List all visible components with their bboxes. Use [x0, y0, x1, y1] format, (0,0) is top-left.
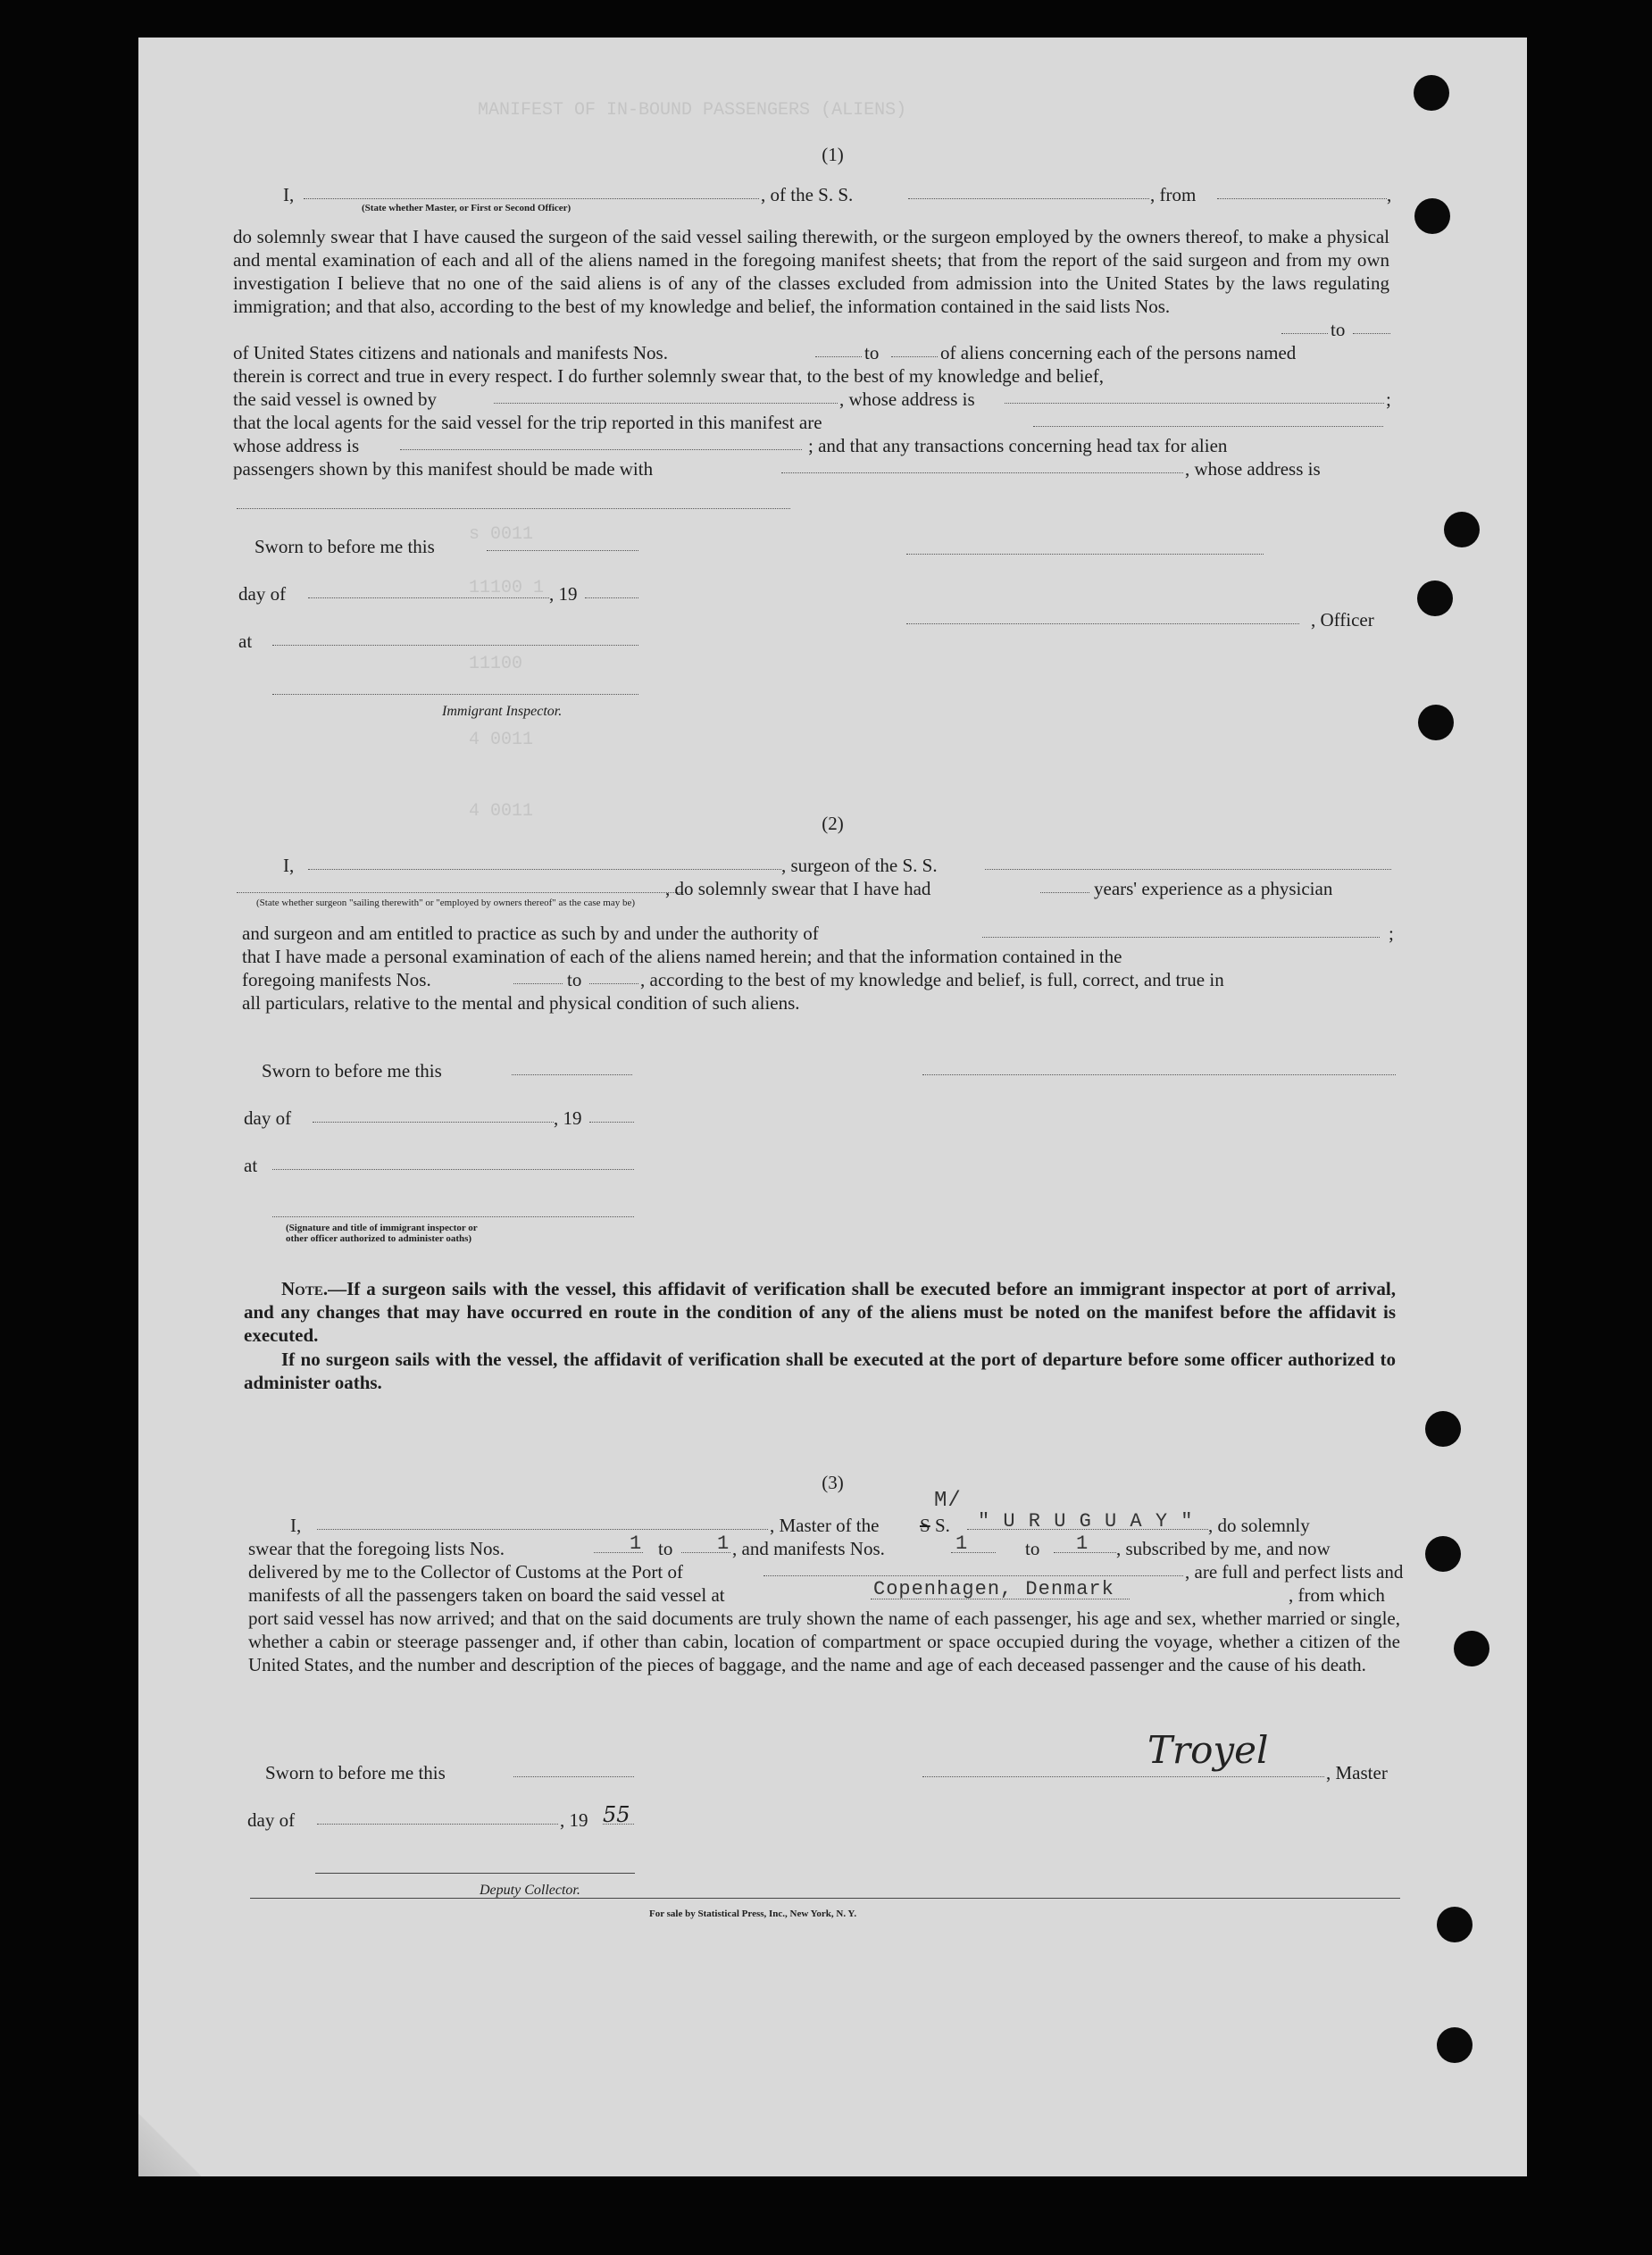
s3-master-label: , Master — [1326, 1762, 1388, 1783]
s3-to-label: to — [658, 1538, 673, 1559]
s1-day-blank — [308, 597, 549, 598]
s1-to-label-2: to — [864, 342, 880, 363]
s1-passengers-label: passengers shown by this manifest should be made with — [233, 458, 654, 480]
s3-master-signature-blank — [922, 1776, 1324, 1777]
binder-hole — [1414, 75, 1449, 111]
s1-address-blank-3 — [237, 508, 790, 509]
s1-owner-address-blank — [1005, 403, 1384, 404]
s1-manifest-to-blank — [891, 356, 938, 357]
s3-year-value: 55 — [603, 1802, 630, 1827]
s1-at-label: at — [238, 631, 253, 652]
note-text-1: —If a surgeon sails with the vessel, this affidavit of verification shall be executed before an immigrant inspector at port of arrival, and any changes that may have occurred en route in the condition of any of the aliens must be noted on the manifest before the affidavit is executed. — [244, 1278, 1396, 1346]
s1-paragraph: do solemnly swear that I have caused the surgeon of the said vessel sailing therewith, or the surgeon employed by the owners thereof, to make a physical and mental examination of each and all of the aliens named in the foregoing manifest sheets; that from the report of the said surgeon and from my own investigation I believe that no one of the said aliens is of any of the classes excluded from admission into the United States by the laws regulating immigration; and that also, according to the best of my knowledge and belief, the information contained in the said lists Nos. — [233, 226, 1389, 317]
s1-semicolon: ; — [1386, 388, 1391, 410]
s3-from-which-label: , from which — [1289, 1584, 1385, 1606]
s1-vessel-blank — [908, 198, 1149, 199]
s3-to-label-2: to — [1025, 1538, 1040, 1559]
s3-day-blank — [317, 1824, 558, 1825]
s1-I-label: I, — [283, 184, 295, 205]
s2-surgeon-caption: (State whether surgeon "sailing therewith" or "employed by owners thereof" as the case may be) — [256, 898, 636, 908]
s3-subscribed-label: , subscribed by me, and now — [1116, 1538, 1331, 1559]
s2-year-label: , 19 — [554, 1107, 582, 1129]
section-3-number: (3) — [822, 1472, 844, 1493]
s3-port-blank — [763, 1575, 1183, 1576]
s1-officer-caption: (State whether Master, or First or Second Officer) — [362, 203, 572, 213]
s1-from-blank — [1217, 198, 1387, 199]
s3-paragraph: port said vessel has now arrived; and that on the said documents are truly shown the name of each passenger, his age and sex, whether married or single, whether a cabin or steerage passenger and, if other than cabin, location of compartment or space occupied during the voyage, whether a citizen of the United States, and the number and description of the pieces of baggage, and the name and age of each deceased passenger and the cause of his death. — [248, 1608, 1400, 1675]
binder-hole — [1417, 580, 1453, 616]
s2-surgeon-name-blank — [308, 869, 781, 870]
s3-solemnly-label: , do solemnly — [1208, 1515, 1310, 1536]
s1-officer-blank — [906, 623, 1299, 624]
s1-of-ss-label: , of the S. S. — [761, 184, 854, 205]
note-heading: Note. — [281, 1278, 329, 1299]
s2-years-label: years' experience as a physician — [1094, 878, 1333, 899]
binder-hole — [1414, 198, 1450, 234]
s1-year-blank — [585, 597, 638, 598]
binder-hole — [1444, 512, 1480, 547]
s2-manifest-from-blank — [513, 983, 563, 984]
s1-officer-signature-blank — [906, 554, 1264, 555]
s2-authority-label: and surgeon and am entitled to practice as such by and under the authority of — [242, 923, 819, 944]
section-2-number: (2) — [822, 813, 844, 834]
s1-owner-blank — [494, 403, 838, 404]
s3-deputy-collector-blank — [315, 1873, 635, 1874]
s2-authority-blank — [982, 937, 1380, 938]
s1-officer-blank — [304, 198, 759, 199]
s1-agents-label: that the local agents for the said vessel for the trip reported in this manifest are — [233, 412, 822, 433]
s1-agent-address-blank — [400, 449, 802, 450]
s1-dayof-label: day of — [238, 583, 287, 605]
s1-agents-blank — [1033, 426, 1383, 427]
binder-hole — [1437, 1907, 1473, 1942]
s2-all-line: all particulars, relative to the mental and physical condition of such aliens. — [242, 992, 800, 1014]
s3-swear-label: swear that the foregoing lists Nos. — [248, 1538, 505, 1559]
s3-year-label: , 19 — [560, 1809, 588, 1831]
footer-publisher: For sale by Statistical Press, Inc., New York, N. Y. — [649, 1908, 857, 1919]
s1-at-blank — [272, 645, 638, 646]
s3-full-label: , are full and perfect lists and — [1185, 1561, 1404, 1583]
bleed-through-text: MANIFEST OF IN-BOUND PASSENGERS (ALIENS) — [478, 100, 907, 121]
s3-master-name-blank — [317, 1529, 768, 1530]
s2-semicolon: ; — [1389, 923, 1394, 944]
s2-surgeon-type-blank — [237, 892, 683, 893]
s1-year-label: , 19 — [549, 583, 578, 605]
s2-years-blank — [1040, 892, 1089, 893]
s1-sworn-blank — [487, 550, 638, 551]
s2-vessel-blank — [985, 869, 1391, 870]
s1-manifest-from-blank — [815, 356, 862, 357]
s1-inspector-blank — [272, 694, 638, 695]
s3-vessel-name: " U R U G U A Y " — [978, 1510, 1194, 1533]
s1-whose-address-label-3: , whose address is — [1185, 458, 1321, 480]
s3-ss-label — [920, 1514, 950, 1537]
s2-at-label: at — [244, 1155, 258, 1176]
s2-foregoing-label: foregoing manifests Nos. — [242, 969, 431, 990]
s1-to-label: to — [1331, 319, 1346, 340]
s3-manifest-from-value: 1 — [955, 1533, 969, 1555]
binder-hole — [1425, 1536, 1461, 1572]
note-paragraph-1 — [244, 1277, 1396, 1347]
s2-surgeon-label: , surgeon of the S. S. — [781, 855, 938, 876]
page-corner-fold — [138, 2114, 201, 2176]
s2-at-blank — [272, 1169, 634, 1170]
binder-hole — [1425, 1411, 1461, 1447]
s3-deputy-collector-caption: Deputy Collector. — [480, 1883, 580, 1898]
s1-lists-from-blank — [1281, 333, 1328, 334]
document-page — [138, 38, 1527, 2176]
s1-lists-to-blank — [1353, 333, 1390, 334]
bleed-through-text: s 0011 — [469, 524, 534, 545]
s1-aliens-line: of aliens concerning each of the persons named — [940, 342, 1297, 363]
s2-inspector-blank — [272, 1216, 634, 1217]
s1-officer-label: , Officer — [1311, 609, 1374, 631]
s3-manifests-all-label: manifests of all the passengers taken on board the said vessel at — [248, 1584, 725, 1606]
s1-from-label: , from — [1150, 184, 1197, 205]
s2-surgeon-signature-blank — [922, 1074, 1396, 1075]
s2-according-line: , according to the best of my knowledge and belief, is full, correct, and true in — [640, 969, 1224, 990]
s2-to-label: to — [567, 969, 582, 990]
binder-hole — [1437, 2027, 1473, 2063]
s1-comma: , — [1387, 184, 1392, 205]
section-1-number: (1) — [822, 144, 844, 165]
s1-sworn-label: Sworn to before me this — [254, 536, 435, 557]
s2-made-line: that I have made a personal examination of each of the aliens named herein; and that the information contained in the — [242, 946, 1122, 967]
s2-manifest-to-blank — [589, 983, 638, 984]
s1-headtax-blank — [781, 472, 1183, 473]
s3-I-label: I, — [290, 1515, 302, 1536]
binder-hole — [1454, 1631, 1489, 1666]
s2-year-blank — [589, 1122, 634, 1123]
binder-hole — [1418, 705, 1454, 740]
s3-ms-handwritten-mark: M/ — [934, 1489, 962, 1513]
s2-I-label: I, — [283, 855, 295, 876]
bleed-through-text: 11100 1 — [469, 578, 545, 598]
s2-dayof-label: day of — [244, 1107, 292, 1129]
bleed-through-text: 4 0011 — [469, 730, 534, 750]
s1-inspector-caption: Immigrant Inspector. — [442, 704, 563, 719]
bleed-through-text: 4 0011 — [469, 801, 534, 822]
s2-signature-caption-2: other officer authorized to administer oaths) — [286, 1233, 472, 1244]
s3-delivered-label: delivered by me to the Collector of Customs at the Port of — [248, 1561, 683, 1583]
s2-sworn-label: Sworn to before me this — [262, 1060, 442, 1082]
s3-sworn-blank — [513, 1776, 634, 1777]
s1-headtax-label: ; and that any transactions concerning head tax for alien — [808, 435, 1228, 456]
s3-lists-from-value: 1 — [630, 1533, 643, 1555]
s1-whose-address-label: , whose address is — [839, 388, 975, 410]
s3-master-signature: Troyel — [1147, 1728, 1269, 1772]
s3-departure-port-value: Copenhagen, Denmark — [873, 1578, 1114, 1600]
s1-agent-address-label: whose address is — [233, 435, 360, 456]
s2-signature-caption-1: (Signature and title of immigrant inspector or — [286, 1223, 478, 1233]
s3-manifest-to-value: 1 — [1076, 1533, 1089, 1555]
s2-swear-label: , do solemnly swear that I have had — [665, 878, 931, 899]
s3-dayof-label: day of — [247, 1809, 296, 1831]
s2-sworn-blank — [512, 1074, 632, 1075]
s3-sworn-label: Sworn to before me this — [265, 1762, 446, 1783]
s2-day-blank — [313, 1122, 554, 1123]
footer-rule — [250, 1898, 1400, 1899]
s3-ss-struck: S — [920, 1515, 930, 1536]
s3-ss-rest: S. — [934, 1515, 950, 1536]
s1-owned-label: the said vessel is owned by — [233, 388, 438, 410]
note-paragraph-2: If no surgeon sails with the vessel, the affidavit of verification shall be executed at the port of departure before some officer authorized to administer oaths. — [244, 1349, 1396, 1393]
bleed-through-text: 11100 — [469, 654, 523, 674]
s1-citizens-line: of United States citizens and nationals and manifests Nos. — [233, 342, 668, 363]
s3-master-of-label: , Master of the — [770, 1515, 880, 1536]
s3-lists-to-value: 1 — [717, 1533, 730, 1555]
s1-therein-line: therein is correct and true in every respect. I do further solemnly swear that, to the best of my knowledge and belief, — [233, 365, 1104, 387]
s3-manifests-label: , and manifests Nos. — [732, 1538, 885, 1559]
